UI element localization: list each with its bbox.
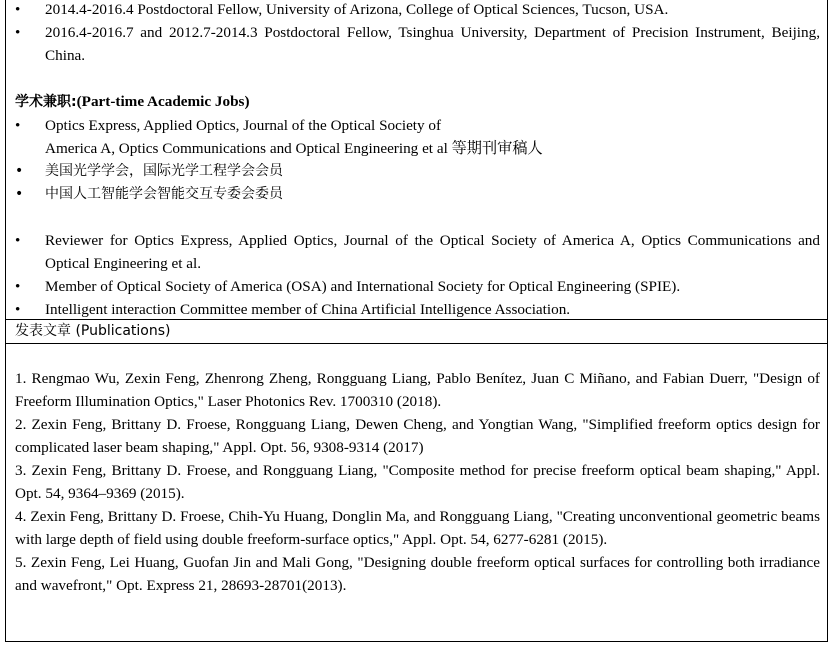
spacer [15,206,820,229]
academic-job-item-en: • Member of Optical Society of America (OSA) and International Society for Optical Engineering (SPIE). [15,275,820,298]
table-border-bottom [5,641,828,642]
academic-job-line: • Optics Express, Applied Optics, Journal of the Optical Society of [45,117,442,134]
publication-item: 1. Rengmao Wu, Zexin Feng, Zhenrong Zheng, Rongguang Liang, Pablo Benítez, Juan C Miñano, and Fabian Duerr, "Design of Freeform Illumination Optics," Laser Photonics Rev. 1700310 (2018). [15,370,820,410]
position-item: • 2014.4-2016.4 Postdoctoral Fellow, University of Arizona, College of Optical Sciences, Tucson, USA. [15,0,820,21]
publications-list [15,367,820,597]
publications-heading: 发表文章 (Publications) [15,323,171,339]
publication-item: 5. Zexin Feng, Lei Huang, Guofan Jin and Mali Gong, "Designing double freeform optical surfaces for controlling both irradiance and wavefront," Opt. Express 21, 28693-28701(2013). [15,554,820,594]
row-divider-bottom [5,343,828,344]
academic-job-item-cn [15,114,820,160]
table-border-right [827,0,828,642]
academic-jobs-heading [15,90,820,114]
publication-item: 4. Zexin Feng, Brittany D. Froese, Chih-Yu Huang, Donglin Ma, and Rongguang Liang, "Creating unconventional geometric beams with large depth of field using double freeform-surface optics," Appl. Opt. 54, 6277-6281 (2015). [15,508,820,548]
position-item: • 2016.4-2016.7 and 2012.7-2014.3 Postdoctoral Fellow, Tsinghua University, Department of Precision Instrument, Beijing, China. [15,21,820,67]
academic-jobs-section [15,90,820,321]
academic-job-item-en: • Reviewer for Optics Express, Applied Optics, Journal of the Optical Society of America A, Optics Communications and Optical Engineering et al. [15,229,820,275]
academic-jobs-heading-en: (Part-time Academic Jobs) [76,93,250,110]
publication-item: 2. Zexin Feng, Brittany D. Froese, Rongguang Liang, Dewen Cheng, and Yongtian Wang, "Simplified freeform optics design for complicated laser beam shaping," Appl. Opt. 56, 9308-9314 (2017) [15,416,820,456]
academic-job-item-cn: • 中国人工智能学会智能交互专委会委员 [15,183,820,206]
table-border-left [5,0,6,642]
academic-jobs-heading-cn: 学术兼职: [15,94,77,110]
academic-job-line: America A, Optics Communications and Optical Engineering et al 等期刊审稿人 [45,140,543,157]
academic-job-item-cn: • 美国光学学会，国际光学工程学会会员 [15,160,820,183]
publication-item: 3. Zexin Feng, Brittany D. Froese, and Rongguang Liang, "Composite method for precise freeform optical beam shaping," Appl. Opt. 54, 9364–9369 (2015). [15,462,820,502]
positions-section [15,0,820,67]
academic-job-item-en: • Intelligent interaction Committee member of China Artificial Intelligence Association. [15,298,820,321]
